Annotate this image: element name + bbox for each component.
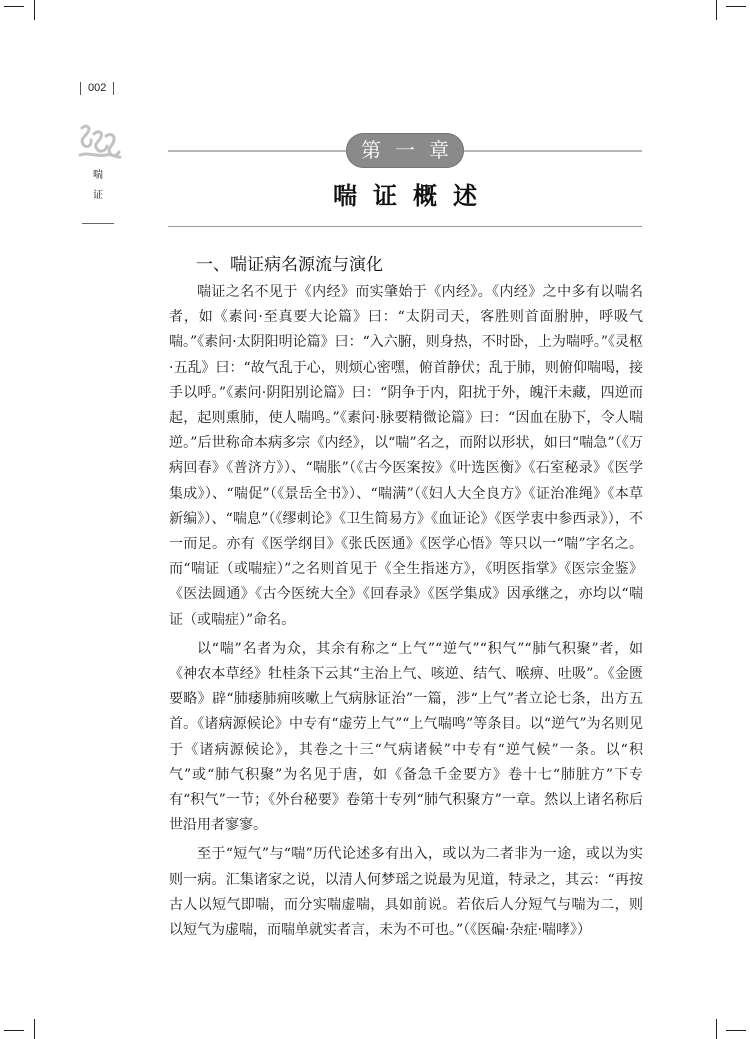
- crop-mark: [34, 0, 35, 20]
- chapter-rule-right: [464, 150, 642, 152]
- page-number-tick: [113, 82, 114, 95]
- side-running-label: [82, 170, 114, 224]
- side-label-char: 喘: [93, 170, 103, 181]
- paragraph: 至于“短气”与“喘”历代论述多有出入，或以为二者非为一途，或以为实则一病。汇集诸家之说，以清人何梦瑶之说最为见道，特录之，其云：“再按古人以短气即喘，而分实喘虚喘，具如前说。若依后人分短气与喘为二，则以短气为虚喘，而喘单就实者言，未为不可也。”（《医碥·杂症·喘哮》）: [169, 846, 643, 939]
- crop-mark: [4, 1030, 24, 1031]
- chapter-label-char: 第: [361, 138, 381, 162]
- page-number-tick: [80, 82, 81, 95]
- page-number: [80, 80, 114, 96]
- chapter-badge: [346, 133, 464, 168]
- paragraph: 以“喘”名者为众，其余有称之“上气”“逆气”“积气”“肺气积聚”者，如《神农本草经》牡桂条下云其“主治上气、咳逆、结气、喉痹、吐吸”。《金匮要略》辟“肺痿肺痈咳嗽上气病脉证治”一篇，涉“上气”者立论七条，出方五首。《诸病源候论》中专有“虚劳上气”“上气喘鸣”等条目。以“逆气”为名则见于《诸病源候论》，其卷之十三“气病诸候”中专有“逆气候”一条。以“积气”或“肺气积聚”为名见于唐，如《备急千金要方》卷十七“肺脏方”下专有“积气”一节；《外台秘要》卷第十专列“肺气积聚方”一章。然以上诸名称后世沿用者寥寥。: [169, 640, 643, 834]
- crop-mark: [4, 6, 24, 7]
- crop-mark: [716, 1019, 717, 1039]
- paragraph: 喘证之名不见于《内经》而实肇始于《内经》。《内经》之中多有以喘名者，如《素问·至真要大论篇》曰：“太阴司天，客胜则首面胕肿，呼吸气喘。”《素问·太阴阳明论篇》曰：“入六腑，则身热，不时卧，上为喘呼。”《灵枢·五乱》曰：“故气乱于心，则烦心密嘿，俯首静伏；乱于肺，则俯仰喘喝，接手以呼。”《素问·阴阳别论篇》曰：“阴争于内，阳扰于外，魄汗未藏，四逆而起，起则熏肺，使人喘鸣。”《素问·脉要精微论篇》曰：“因血在胁下，令人喘逆。”后世称命本病多宗《内经》，以“喘”名之，而附以形状，如曰“喘急”（《万病回春》《普济方》）、“喘胀”（《古今医案按》《叶选医衡》《石室秘录》《医学集成》）、“喘促”（《景岳全书》）、“喘满”（《妇人大全良方》《证治准绳》《本草新编》）、“喘息”（《缪刺论》《卫生简易方》《血证论》《医学衷中参西录》），不一而足。亦有《医学纲目》《张氏医通》《医学心悟》等只以一“喘”字名之。而“喘证（或喘症）”之名则首见于《全生指迷方》，《明医指掌》《医宗金鉴》《医法圆通》《古今医统大全》《回春录》《医学集成》因承继之，亦均以“喘证（或喘症）”命名。: [169, 284, 643, 628]
- calligraphy-ornament-icon: [76, 122, 122, 162]
- crop-mark: [726, 6, 746, 7]
- crop-mark: [34, 1019, 35, 1039]
- crop-mark: [716, 0, 717, 20]
- crop-mark: [726, 1030, 746, 1031]
- chapter-rule-left: [168, 150, 346, 152]
- chapter-label-char: 章: [429, 138, 449, 162]
- body-text: [169, 280, 643, 947]
- side-label-rule: [82, 223, 114, 224]
- chapter-title: 喘证概述: [333, 181, 493, 210]
- page-number-text: 002: [88, 82, 107, 94]
- chapter-header: [168, 133, 642, 169]
- title-rule: [168, 226, 642, 227]
- section-heading: 一、喘证病名源流与演化: [196, 255, 383, 275]
- side-label-char: 证: [93, 190, 103, 201]
- chapter-label-char: 一: [395, 138, 415, 162]
